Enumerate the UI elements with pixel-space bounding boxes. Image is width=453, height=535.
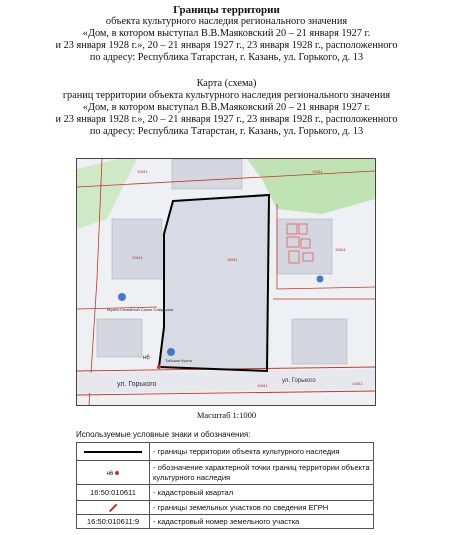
parcel-code: 10611 [335, 247, 346, 252]
legend-symbol-boundary [77, 443, 150, 461]
cafe-label: Тайская Кухня [165, 358, 192, 363]
header-line: по адресу: Республика Татарстан, г. Казань, ул. Горького, д. 13 [89, 52, 364, 63]
legend-description: - границы земельных участков по сведения ЕГРН [150, 501, 374, 515]
map-header-line: по адресу: Республика Татарстан, г. Казань, ул. Горького, д. 13 [89, 126, 364, 137]
document-title: Границы территории [173, 4, 280, 16]
green-area [77, 159, 137, 229]
map-title: Карта (схема) [196, 78, 257, 89]
legend-row [77, 485, 374, 501]
header-line: «Дом, в котором выступал В.В.Маяковский 20 – 21 января 1927 г. [82, 28, 371, 39]
museum-label: Музей-Семейный Салих Сайдашев [107, 307, 174, 312]
header-line: и 23 января 1928 г.», 20 – 21 января 1927 г., 23 января 1928 г., расположенного [55, 40, 398, 51]
map-header-line: «Дом, в котором выступал В.В.Маяковский 20 – 21 января 1927 г. [82, 102, 371, 113]
map-header-line: границ территории объекта культурного наследия регионального значения [62, 90, 391, 101]
cafe-icon [167, 348, 175, 356]
map-svg [77, 159, 375, 405]
building [112, 219, 162, 279]
legend-symbol-parcel-border [77, 501, 150, 515]
legend-description: - обозначение характерной точки границ территории объекта культурного наследия [150, 461, 374, 485]
legend-table [76, 442, 374, 529]
parcel-code: 10611 [257, 383, 268, 388]
street-label: ул. Горького [117, 381, 157, 388]
legend-row [77, 461, 374, 485]
map-header-line: и 23 января 1928 г.», 20 – 21 января 1927 г., 23 января 1928 г., расположенного [55, 114, 398, 125]
heritage-parcel [159, 195, 269, 371]
building [172, 159, 242, 189]
legend-row [77, 501, 374, 515]
red-line-icon [109, 504, 117, 512]
map-scale: Масштаб 1:1000 [196, 410, 257, 420]
parcel-code: 10611 [132, 255, 143, 260]
legend-description: - кадастровый номер земельного участка [150, 515, 374, 529]
museum-icon [118, 293, 126, 301]
point-marker-icon [115, 471, 119, 475]
legend-symbol-cadastral-number: 16:50:010611:9 [77, 515, 150, 529]
legend-row [77, 443, 374, 461]
legend-description: - кадастровый квартал [150, 485, 374, 501]
point-label: н6 [143, 355, 150, 361]
document-header [0, 4, 453, 64]
parcel-code: 10611 [312, 169, 323, 174]
map-header [0, 78, 453, 138]
building [97, 319, 142, 357]
cadastral-map [76, 158, 376, 406]
pin-icon [317, 276, 324, 283]
legend-point-label: н6 [106, 471, 114, 477]
parcel-code: 10611 [137, 169, 148, 174]
legend-row [77, 515, 374, 529]
legend-symbol-point [77, 461, 150, 485]
legend-symbol-quarter: 16:50:010611 [77, 485, 150, 501]
building [277, 219, 332, 274]
legend-title: Используемые условные знаки и обозначения: [76, 430, 251, 439]
building [292, 319, 347, 364]
characteristic-point [157, 365, 161, 369]
parcel-code: 10611 [227, 257, 238, 262]
legend-description: - границы территории объекта культурного наследия [150, 443, 374, 461]
parcel-code: 10611 [352, 381, 363, 386]
header-line: объекта культурного наследия регионального значения [105, 16, 348, 27]
street-label: ул. Горького [282, 378, 316, 384]
